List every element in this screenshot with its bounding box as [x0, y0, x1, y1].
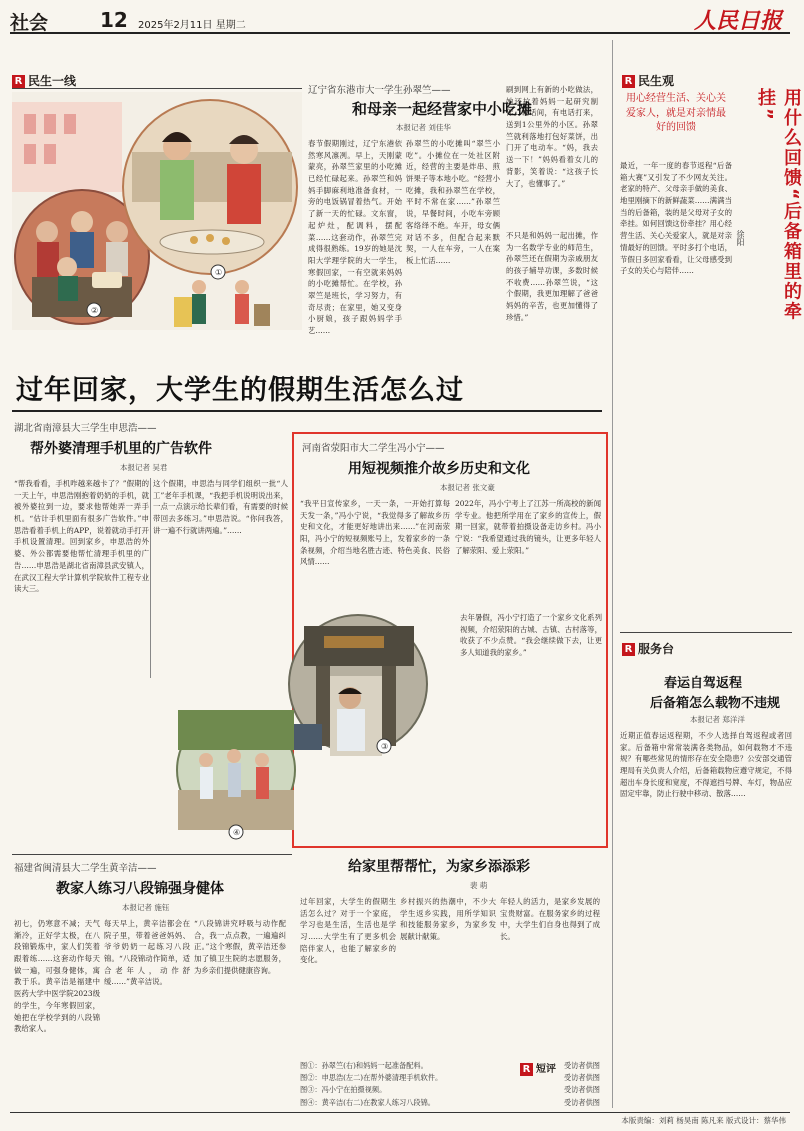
column-label-fuwutai: R 服务台	[622, 640, 674, 657]
photo-story3	[284, 596, 410, 772]
story3-byline: 本报记者 张文豪	[440, 483, 495, 492]
fuwu-headline-2: 后备箱怎么载物不违规	[650, 696, 781, 711]
story5-col3: 年轻人的活力，是家乡发展的宝贵财富。在服务家乡的过程中，大学生们自身也得到了成长。	[500, 897, 600, 942]
story4-byline: 本报记者 施钰	[122, 903, 170, 912]
duanping-label: R 短评	[520, 1060, 556, 1076]
svg-text:④: ④	[233, 828, 241, 837]
story1-col4: 不只是和妈妈一起出摊，作为一名数学专业的师范生，孙翠竺还在假期为亲戚朋友的孩子辅导功课，多数时候不收费……孙翠竺说，“这个假期，我更加理解了爸爸妈妈的辛苦，也更加懂得了珍惜。”	[506, 230, 598, 356]
story2-kicker: 湖北省南漳县大三学生申思浩——	[14, 423, 157, 434]
footer-editors: 本版责编：刘莉 杨昊南 陈凡来 版式设计：蔡华伟	[621, 1116, 786, 1125]
story2-byline: 本报记者 吴君	[120, 463, 168, 472]
story1-headline: 和母亲一起经营家中小吃摊	[352, 100, 533, 118]
story5-col2: 乡村振兴的热潮中，不少大学生返乡实践，用所学知识和技能服务家乡，为家乡发展献计献策。	[400, 897, 496, 942]
page-header	[10, 6, 790, 34]
svg-text:①: ①	[215, 268, 223, 277]
story3-headline: 用短视频推介故乡历史和文化	[348, 461, 530, 477]
fuwu-byline: 本报记者 郑洋洋	[690, 715, 745, 724]
story3-col2: 2022年，冯小宁考上了江苏一所高校的新闻学专业。他把所学用在了家乡的宣传上，假期一回家，就带着拍摄设备走访乡村。冯小宁说：“我希望通过我的镜头，让更多年轻人了解荥阳、爱上荥阳。”	[455, 499, 601, 555]
main-headline: 过年回家，大学生的假期生活怎么过	[16, 375, 464, 406]
section-name: 社会	[10, 12, 49, 34]
minshengguan-body: 最近，一年一度的春节返程“后备箱大赛”又引发了不少网友关注。老家的特产、父母亲手做的美食、地里刚摘下的新鲜蔬菜……满满当当的后备箱，装的是父母对子女的牵挂。如何回馈这份牵挂？用心经营生活、关心关爱家人，就是对亲情最好的回馈。平时多打个电话，节假日多回家看看，让父母感受到子女的关心与陪伴……	[620, 161, 732, 276]
masthead-logo: 人民日报	[693, 8, 782, 34]
story1-kicker: 辽宁省东港市大一学生孙翠竺——	[308, 85, 451, 96]
photo-story2-4	[176, 690, 296, 850]
story3-kicker: 河南省荥阳市大二学生冯小宁——	[302, 443, 445, 454]
story4-col1: 初七，仍寒意不减；天气渐冷，正好学太极，在八段锦锻炼中，家人们笑着跟着练……这套动作每天做一遍，可强身健体，寓教于乐。黄辛洁是福建中医药大学中医学院2023级的学生，今年寒假回家，她把在学校学到的八段锦教给家人。	[14, 919, 100, 1034]
photo-credits	[300, 1060, 600, 1109]
story1-col3: 刷到网上有新的小吃做法，她还拉着妈妈一起研究制作。说话间，有电话打来，送到1公里外的小区。孙翠竺就利落地打包好菜饼，出门开了电动车。“妈，我去送一下！”妈妈看着女儿的背影，笑着说：“这孩子长大了，也懂事了。”	[506, 85, 598, 188]
story3-col3: 去年暑假，冯小宁打造了一个家乡文化系列视频，介绍荥阳的古城、古镇、古村落等，收获了不少点赞。“我会继续做下去，让更多人知道我的家乡。”	[460, 613, 602, 658]
page-footer	[10, 1112, 790, 1126]
story1-col1: 春节假期刚过，辽宁东港依然寒风凛冽。早上，天刚蒙蒙亮，孙翠竺家里的小吃摊已经忙碌起来。孙翠竺和妈妈手脚麻利地准备食材，一旁的电饭锅冒着热气。开始了新一天的忙碌。文东窗，起炉灶，配调料，摆配菜……这套动作，孙翠竺完成得很熟练。19岁的她是沈阳大学理学院的大一学生，寒假回家，一有空就来妈妈的小吃摊帮忙。在学校，孙翠竺是班长，学习努力，有奇尽责；在家里，她又变身小厨娘，孩子跟妈妈学手艺……	[308, 139, 402, 335]
issue-date: 2025年2月11日 星期二	[138, 20, 246, 31]
credit-line: 图③：冯小宁在拍摄视频。 受访者供图	[300, 1085, 600, 1095]
photo-illustration	[12, 92, 302, 330]
credit-line: 图④：黄辛洁(右二)在教家人练习八段锦。 受访者供图	[300, 1097, 600, 1107]
story4-kicker: 福建省闽清县大二学生黄辛洁——	[14, 863, 157, 874]
svg-text:③: ③	[381, 742, 389, 751]
story2-col2: 这个假期，申思浩与同学们组织一批“人工”老年手机课，“我把手机说明说出来，一点一点演示给长辈们看，有需要的时候带回去多练习。”申思浩说。“你问我答，讲一遍不行就讲两遍。”……	[153, 479, 288, 535]
photo-collage-top	[12, 92, 302, 330]
column-label-minshengguan: R 民生观	[622, 72, 674, 89]
svg-text:②: ②	[91, 306, 99, 315]
credit-line: 图①：孙翠竺(右)和妈妈一起准备配料。 受访者供图	[300, 1061, 600, 1070]
story4-col2: 每天早上，黄辛洁都会在院子里，带着爸爸妈妈、爷爷奶奶一起练习八段锦。“八段锦动作简单，适合老年人，动作舒缓……”黄辛洁说。	[104, 919, 190, 987]
minshengguan-title: 用什么回馈“后备箱里的牵挂”	[755, 88, 802, 322]
story1-col2: 孙翠竺的小吃摊叫“翠竺小吃”。小摊位在一处社区附近，经营的主要是炸串、煎饼果子等本地小吃。“经营小吃摊，我和孙翠竺在学校，平时不常在家……”孙翠竺说，早餐时间，小吃车旁顾客络绎不绝。车开，母女俩对话不多，但配合起来默契，一人在车旁，一人在案板上忙活……	[406, 139, 500, 265]
fuwu-headline-1: 春运自驾返程	[664, 676, 743, 691]
story5-byline: 裴 萌	[470, 881, 488, 890]
story2-col1: “帮我看看，手机咋越来越卡了？”假期的一天上午，申思浩刚抱着奶奶的手机，就被外婆拉到一边，要求他帮她弄一弄手机。“估计手机里面有很多广告软件。”申思浩看着手机上的APP，说着就动手打开手机设置清理。回到家乡，申思浩的外婆、外公都需要他帮忙清理手机里的广告……申思浩是湖北省南漳县武安镇人，在武汉工程大学计算机学院软件工程专业读大三。	[14, 479, 149, 594]
column-label-minsheng	[12, 72, 76, 89]
story4-headline: 教家人练习八段锦强身健体	[56, 881, 224, 897]
story2-headline: 帮外婆清理手机里的广告软件	[30, 441, 212, 457]
page-number: 12	[100, 8, 128, 32]
minshengguan-author: 徐阳	[736, 230, 745, 246]
credit-line: 图②：申思浩(左二)在帮外婆清理手机软件。 受访者供图	[300, 1073, 600, 1083]
story5-headline: 给家里帮帮忙，为家乡添添彩	[348, 859, 530, 875]
fuwu-body: 近期正值春运返程期，不少人选择自驾返程或者回家。后备箱中常常装满各类物品，如何载物才不违规？有哪些常见的情形存在安全隐患？公安部交通管理局有关负责人介绍，后备箱载物应遵守规定，不得超出车身长度和宽度，不得遮挡号牌、车灯，物品应固定牢靠，防止行驶中移动、散落……	[620, 731, 792, 799]
story1-byline: 本报记者 刘佳华	[396, 123, 451, 132]
column-label-text: 民生一线	[28, 74, 77, 88]
r-badge-icon: R	[12, 75, 25, 88]
story5-col1: 过年回家，大学生的假期生活怎么过？对于一个家庭，学习也是生活，生活也是学习……大学生有了更多机会陪伴家人，也能了解家乡的变化。	[300, 897, 396, 965]
story4-col3: “八段锦讲究呼吸与动作配合，我一点点教，一遍遍纠正。”这个寒假，黄辛洁还参加了镇卫生院的志愿服务，为乡亲们提供健康咨询。	[194, 919, 286, 975]
minshengguan-intro: 用心经营生活、关心关爱家人，就是对亲情最好的回馈	[626, 93, 726, 133]
story3-col1: “我平日宣传家乡，一天一条，一开始打算每天发一条，”冯小宁说，“我觉得多了解故乡历史和文化，才能更好地讲出来……”在河南荥阳，冯小宁的短视频账号上，发着家乡的一条条视频，介绍当地名胜古迹、特色美食、民俗风情……	[300, 499, 450, 567]
